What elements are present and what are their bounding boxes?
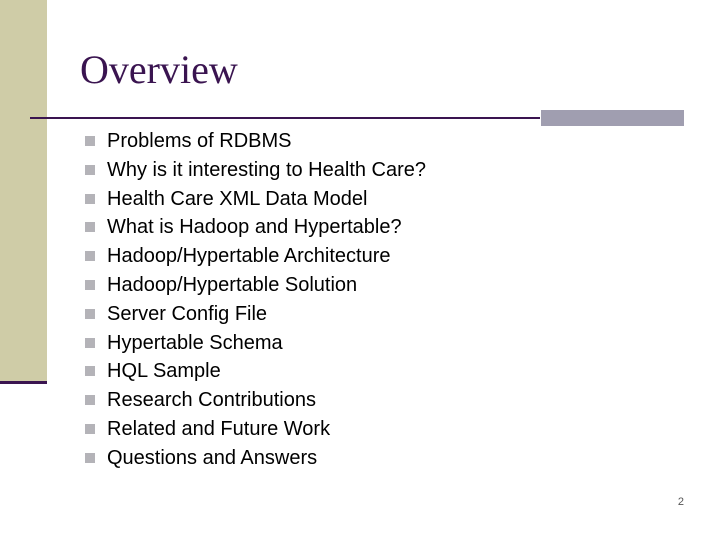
bullet-text: Hadoop/Hypertable Solution [107,273,358,296]
bullet-text: What is Hadoop and Hypertable? [107,216,402,239]
bullet-text: Server Config File [107,302,268,325]
bullet-item [85,185,426,214]
square-bullet-icon [85,453,95,463]
bullet-text: Hypertable Schema [107,331,283,354]
square-bullet-icon [85,366,95,376]
bullet-item [85,242,426,271]
bullet-item [85,300,426,329]
square-bullet-icon [85,338,95,348]
square-bullet-icon [85,424,95,434]
left-band-rule [0,381,47,384]
bullet-text: Health Care XML Data Model [107,187,368,210]
bullet-item [85,127,426,156]
bullet-text: Why is it interesting to Health Care? [107,158,427,181]
bullet-text: Related and Future Work [107,417,331,440]
overview-bullet-list [85,127,426,473]
bullet-item [85,444,426,473]
bullet-text: HQL Sample [107,360,221,383]
title-underline [30,117,540,119]
square-bullet-icon [85,395,95,405]
square-bullet-icon [85,222,95,232]
bullet-item [85,271,426,300]
bullet-item [85,156,426,185]
title-rule-accent-block [541,110,684,126]
bullet-item [85,329,426,358]
left-decorative-band [0,0,47,383]
bullet-item [85,386,426,415]
bullet-text: Problems of RDBMS [107,130,292,152]
bullet-item [85,415,426,444]
bullet-item [85,213,426,242]
square-bullet-icon [85,165,95,175]
page-number: 2 [677,496,684,508]
bullet-item [85,357,426,386]
bullet-text: Questions and Answers [107,446,318,469]
square-bullet-icon [85,251,95,261]
square-bullet-icon [85,280,95,290]
square-bullet-icon [85,309,95,319]
square-bullet-icon [85,194,95,204]
bullet-text: Hadoop/Hypertable Architecture [107,245,391,268]
slide-title: Overview [80,47,238,92]
bullet-text: Research Contributions [107,389,316,412]
square-bullet-icon [85,136,95,146]
